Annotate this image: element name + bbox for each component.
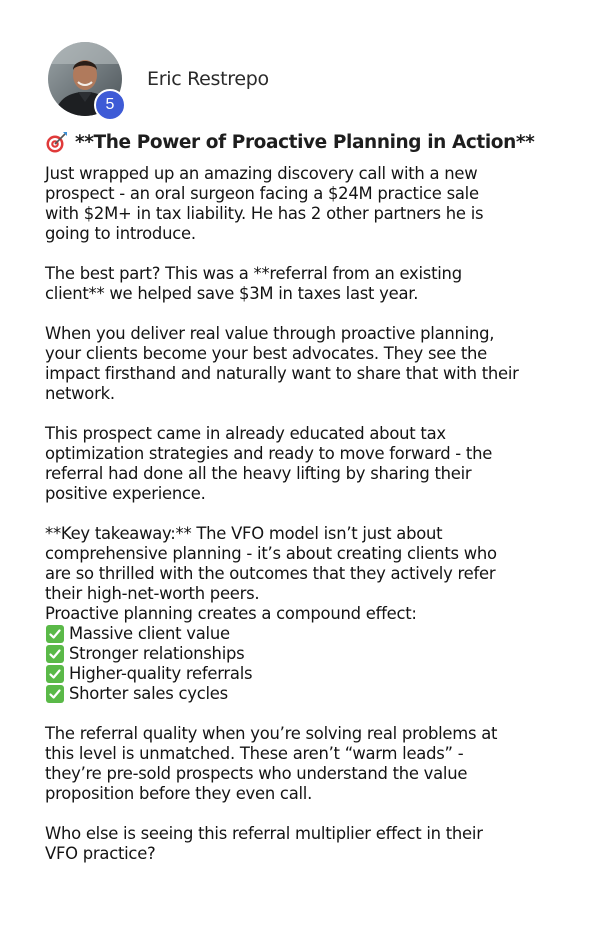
check-mark-icon <box>46 685 64 703</box>
author-header <box>48 40 269 118</box>
paragraph-line: This prospect came in already educated about tax <box>45 424 446 443</box>
post-paragraph <box>45 524 570 604</box>
post-paragraph <box>45 164 570 244</box>
post-paragraph <box>45 724 570 804</box>
paragraph-line: going to introduce. <box>45 224 196 243</box>
paragraph-line: referral had done all the heavy lifting by sharing their <box>45 464 472 483</box>
checklist-item-label: Shorter sales cycles <box>69 684 228 703</box>
paragraph-line: they’re pre-sold prospects who understand the value <box>45 764 468 783</box>
post-body <box>45 164 570 864</box>
check-mark-icon <box>46 645 64 663</box>
checklist-item-label: Higher-quality referrals <box>69 664 253 683</box>
checklist-item <box>45 684 570 704</box>
paragraph-line: this level is unmatched. These aren’t “warm leads” - <box>45 744 464 763</box>
paragraph-line: When you deliver real value through proactive planning, <box>45 324 495 343</box>
paragraph-line: are so thrilled with the outcomes that they actively refer <box>45 564 496 583</box>
paragraph-line: impact firsthand and naturally want to share that with their <box>45 364 519 383</box>
target-icon <box>45 130 69 154</box>
paragraph-line: Who else is seeing this referral multiplier effect in their <box>45 824 483 843</box>
paragraph-line: positive experience. <box>45 484 206 503</box>
paragraph-line: comprehensive planning - it’s about creating clients who <box>45 544 497 563</box>
paragraph-line: network. <box>45 384 115 403</box>
check-mark-icon <box>46 665 64 683</box>
level-badge: 5 <box>94 89 126 121</box>
paragraph-line: proposition before they even call. <box>45 784 313 803</box>
paragraph-line: The referral quality when you’re solving real problems at <box>45 724 498 743</box>
checklist-intro: Proactive planning creates a compound effect: <box>45 604 417 623</box>
check-mark-icon <box>46 625 64 643</box>
checklist-item-label: Massive client value <box>69 624 230 643</box>
checklist-item-label: Stronger relationships <box>69 644 245 663</box>
checklist-item <box>45 624 570 644</box>
paragraph-line: The best part? This was a **referral from an existing <box>45 264 462 283</box>
post-paragraph <box>45 324 570 404</box>
paragraph-line: your clients become your best advocates. They see the <box>45 344 488 363</box>
paragraph-line: their high-net-worth peers. <box>45 584 260 603</box>
author-name[interactable]: Eric Restrepo <box>147 68 269 90</box>
checklist-block <box>45 604 570 704</box>
paragraph-line: optimization strategies and ready to move forward - the <box>45 444 493 463</box>
post-paragraph <box>45 824 570 864</box>
paragraph-line: with $2M+ in tax liability. He has 2 other partners he is <box>45 204 484 223</box>
checklist-item <box>45 644 570 664</box>
post-title-text: **The Power of Proactive Planning in Action** <box>75 131 535 153</box>
paragraph-line: VFO practice? <box>45 844 156 863</box>
paragraph-line: client** we helped save $3M in taxes last year. <box>45 284 419 303</box>
post-paragraph <box>45 424 570 504</box>
avatar[interactable] <box>48 42 122 116</box>
paragraph-line: Just wrapped up an amazing discovery call with a new <box>45 164 478 183</box>
paragraph-line: prospect - an oral surgeon facing a $24M practice sale <box>45 184 479 203</box>
paragraph-line: **Key takeaway:** The VFO model isn’t just about <box>45 524 443 543</box>
post-title <box>45 130 565 154</box>
checklist-item <box>45 664 570 684</box>
post-paragraph <box>45 264 570 304</box>
